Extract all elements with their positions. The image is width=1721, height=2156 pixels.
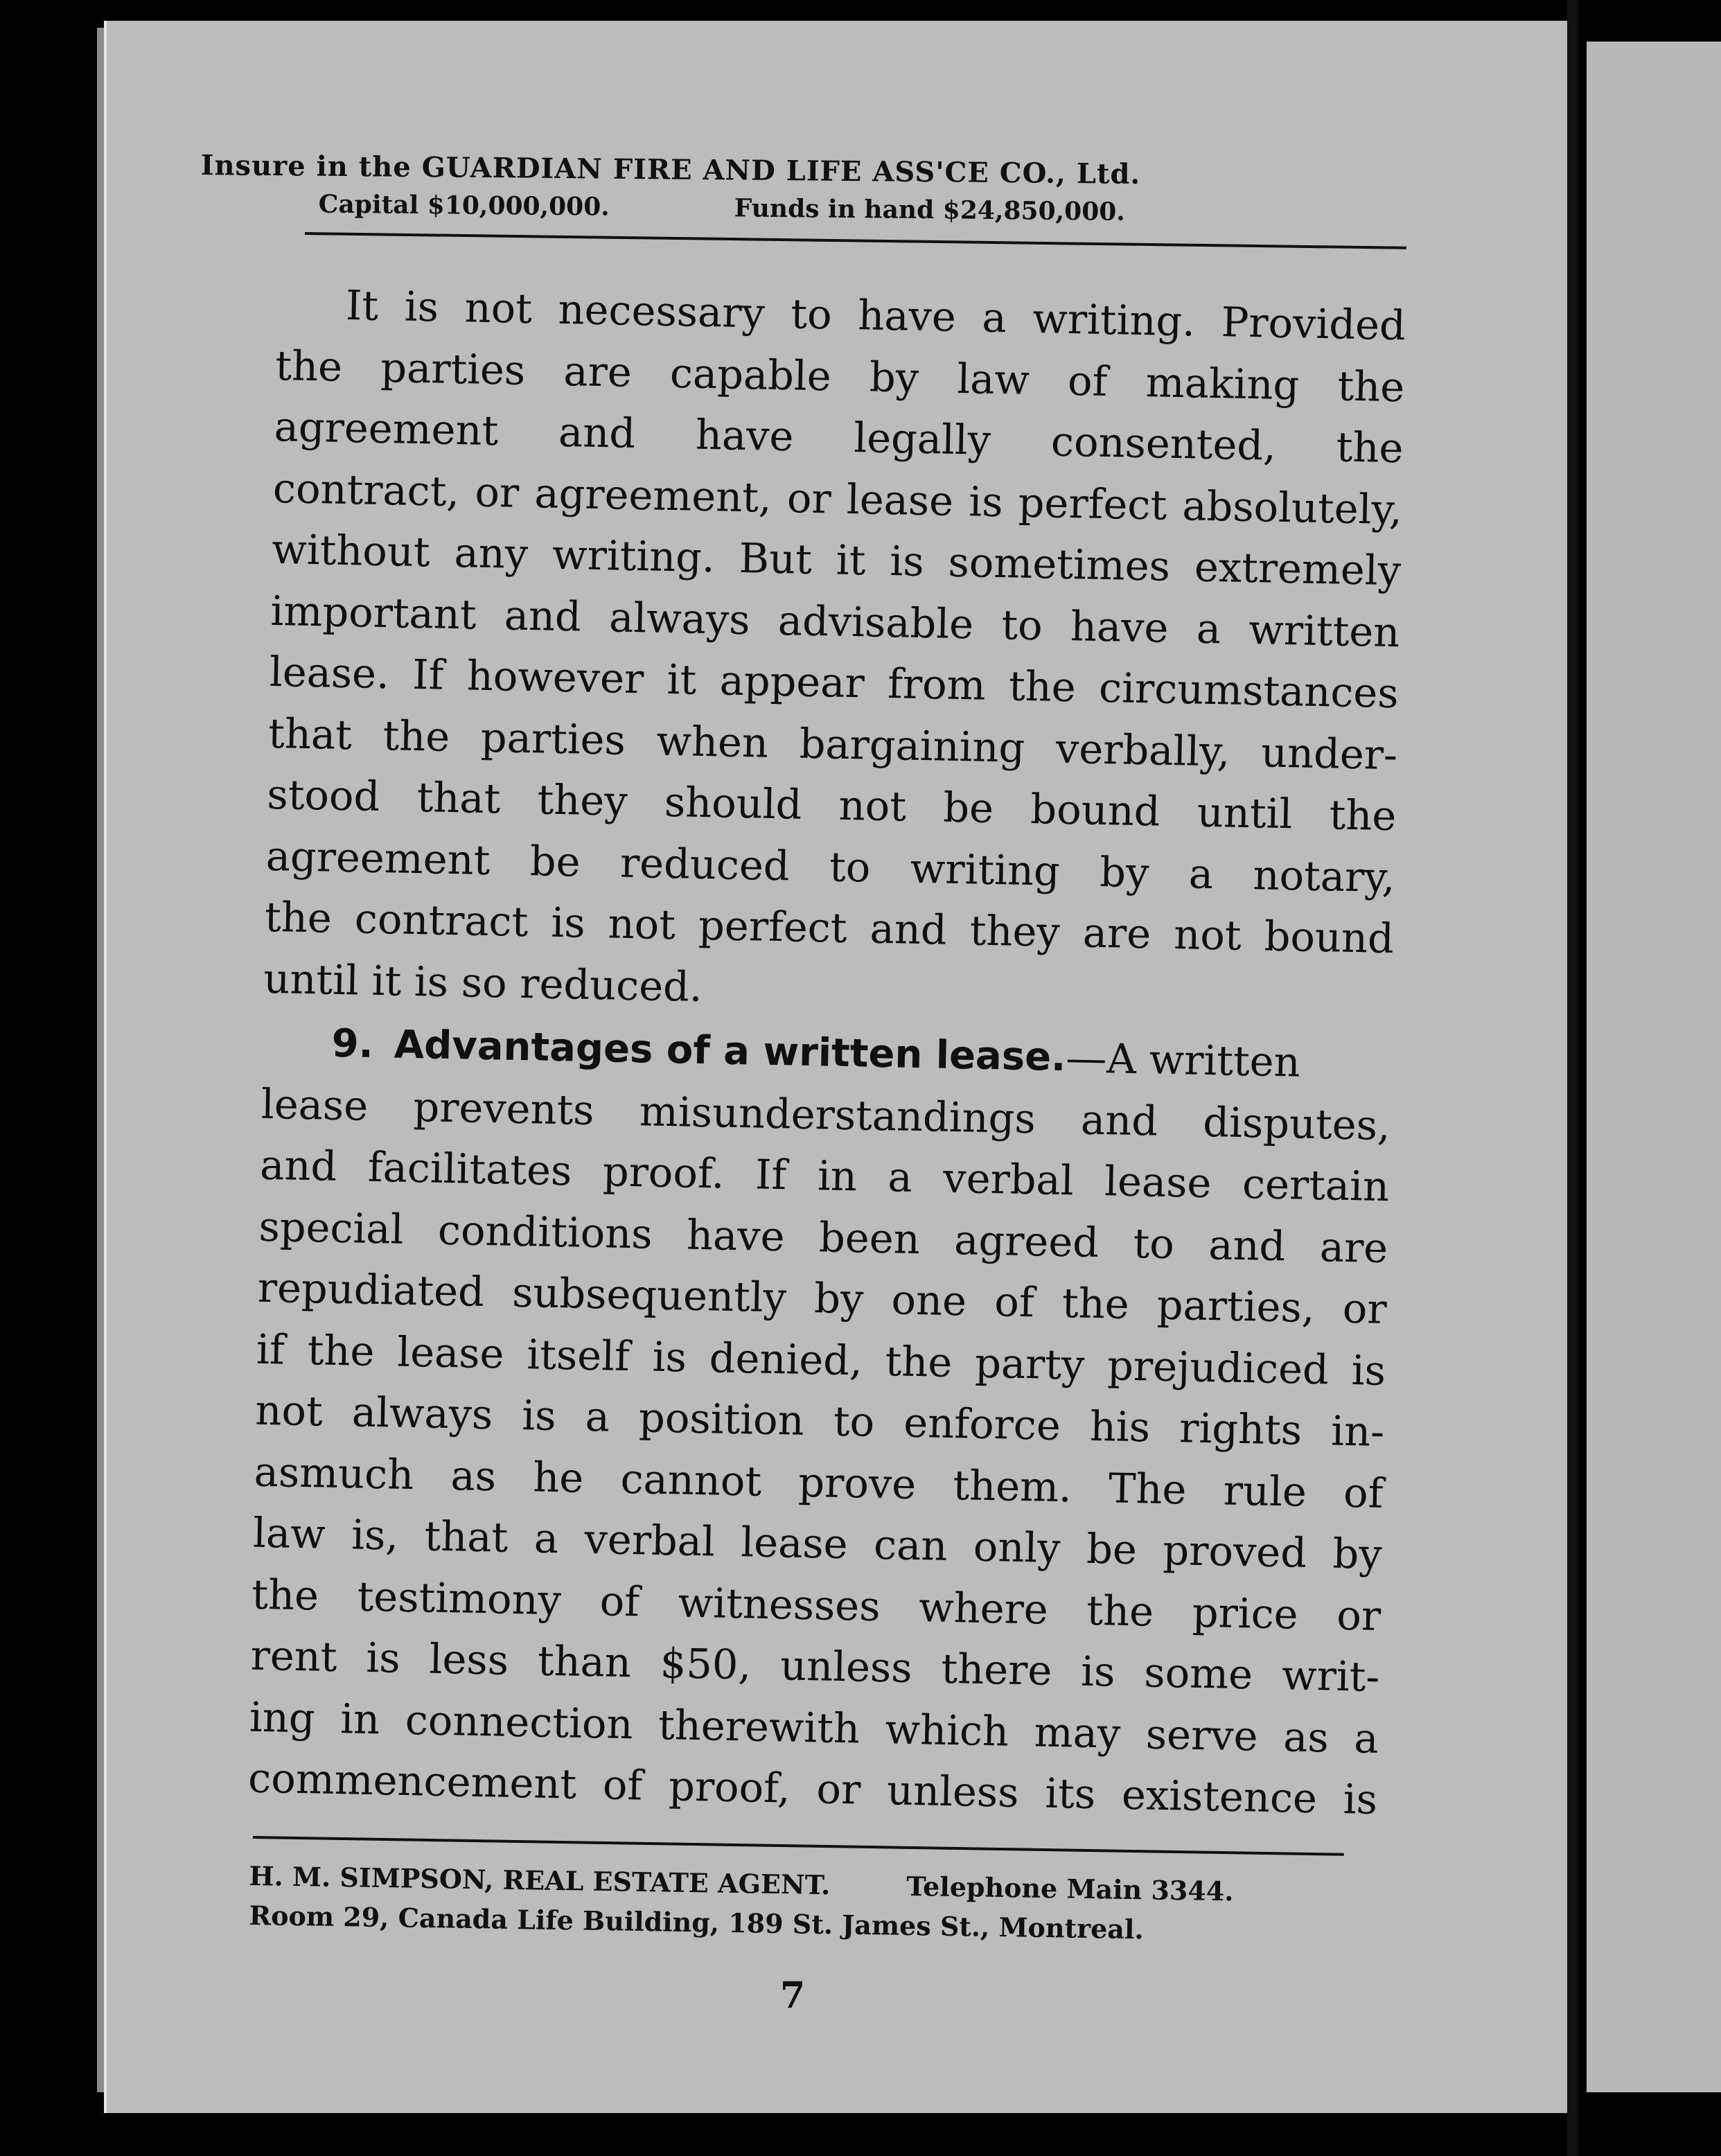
word: without [271,524,431,576]
word: witnesses [678,1578,881,1630]
word: proof. [602,1147,725,1198]
word: party [974,1338,1086,1389]
word: be [1086,1524,1138,1574]
word: is, [351,1510,399,1559]
word: have [857,291,957,341]
word: advisable [777,596,974,648]
word: law [252,1508,326,1558]
word: the [1086,1586,1154,1636]
word: absolutely, [1181,481,1403,533]
page-edge [97,28,104,2092]
word: lease [396,1327,505,1378]
word: parties [380,343,526,394]
word: lease [261,1079,369,1130]
word: of [602,1760,644,1810]
word: be [942,783,994,832]
word: written [1248,605,1401,656]
word: where [918,1582,1049,1634]
word: writing. [551,530,716,582]
word: is [652,1332,687,1381]
word: that [424,1512,509,1562]
word: not [1173,910,1242,960]
word: not [464,283,533,333]
footer-agent-line [249,1860,1358,1909]
word: is [1080,1647,1116,1696]
word: a [887,1153,913,1201]
word: special [258,1202,405,1253]
word: repudiated [257,1263,485,1316]
word: which [885,1704,1009,1756]
header-funds: Funds in hand $24,850,000. [734,193,1126,227]
word: is [521,1391,557,1440]
word: writing. [1032,294,1196,346]
word: agreed [953,1215,1100,1266]
word: is [404,282,439,331]
word: it [836,536,867,585]
word: of [1067,356,1109,405]
word: always [608,592,751,644]
word: to [790,290,833,339]
word: is [550,898,586,947]
word: reduced [619,838,791,890]
word: not [608,899,676,949]
word: may [1034,1707,1121,1758]
word: writ- [1281,1651,1380,1701]
word: conditions [437,1205,653,1258]
word: lease [846,475,954,525]
word: by [813,1274,865,1323]
section-number: 9. [331,1020,374,1067]
word: cannot [620,1454,762,1505]
word: is [1343,1774,1378,1823]
word: the [1329,790,1397,840]
word: only [973,1522,1061,1573]
word: and [870,904,948,954]
word: therewith [657,1700,860,1753]
word: there [940,1644,1052,1695]
page-header [200,149,1420,227]
word: is [968,477,1004,526]
word: are [1082,908,1151,958]
word: lease [740,1518,849,1569]
footer-agent: H. M. SIMPSON, REAL ESTATE AGENT. [249,1860,831,1901]
word: disputes, [1202,1097,1391,1149]
word: in [817,1151,858,1201]
word: a [1353,1713,1379,1762]
word: it [667,655,697,704]
word: circumstances [1098,663,1400,718]
word: a [585,1392,610,1441]
word: he [532,1452,584,1502]
word: to [829,842,872,892]
word: writing [910,844,1061,895]
word: should [664,777,803,829]
word: are [563,346,633,396]
word: verbally, [1055,724,1231,776]
word: and [1208,1220,1287,1270]
word: notary, [1252,850,1396,901]
word: until [1197,788,1293,838]
word: of [599,1576,640,1625]
page-footer [249,1860,1358,1945]
word: are [1319,1222,1388,1272]
word: extremely [1194,542,1402,595]
word: verbal [942,1154,1075,1205]
word: commencement [247,1753,577,1808]
word: the [251,1570,319,1619]
word: unless [886,1766,1020,1817]
header-capital: Capital $10,000,000. [318,189,610,222]
word: to [833,1397,875,1446]
word: the [264,892,333,942]
word: prove [797,1458,917,1508]
word: by [1332,1529,1383,1578]
word: a [533,1514,559,1563]
word: and [1080,1095,1158,1145]
word: and [259,1140,337,1190]
facing-page [1587,42,1721,2092]
text-line: until it is so reduced. [263,954,703,1011]
word: rule [1223,1466,1307,1516]
word: to [1132,1219,1175,1268]
word: If [754,1150,787,1199]
word: consented, [1050,417,1277,470]
word: be [529,836,581,886]
word: appear [719,656,865,707]
word: position [638,1393,805,1444]
word: But [739,533,813,583]
word: ing [249,1693,316,1742]
word: and [504,590,582,641]
word: connection [405,1695,634,1748]
word: legally [853,414,991,464]
word: one [891,1275,967,1325]
word: is [365,1633,401,1682]
word: of [1343,1468,1384,1517]
word: or [1342,1284,1388,1334]
word: proved [1162,1526,1307,1577]
word: the [1008,662,1077,712]
word: denied, [709,1333,863,1385]
word: facilitates [367,1142,572,1195]
word: subsequently [511,1268,787,1322]
word: have [695,410,795,461]
word: is [1351,1345,1386,1395]
word: rent [250,1631,338,1681]
word: existence [1121,1770,1318,1823]
page-body [247,274,1406,1830]
word: law [956,354,1030,404]
word: agreement, [533,468,773,522]
word: verbal [583,1514,716,1566]
word: price [1192,1588,1299,1638]
word: unless [779,1641,913,1692]
word: in- [1330,1406,1385,1456]
word: a [981,293,1007,342]
word: asmuch [254,1447,414,1499]
word: them. [952,1460,1073,1511]
word: some [1143,1648,1253,1699]
word: parties [480,713,626,764]
header-insurance-line: Insure in the GUARDIAN FIRE AND LIFE ASS'CE CO., Ltd. [200,149,1141,191]
word: the [382,711,450,761]
section-first-line-rest: —A written [1065,1034,1301,1086]
word: sometimes [947,538,1171,590]
word: necessary [557,285,766,337]
word: the [1061,1279,1130,1328]
word: a [1188,849,1214,898]
word: $50, [660,1638,752,1689]
word: always [351,1388,493,1439]
word: proof, [668,1762,791,1812]
word: bargaining [799,719,1025,772]
word: misunderstandings [639,1086,1036,1142]
word: bound [1030,785,1161,836]
footer-telephone: Telephone Main 3344. [906,1870,1234,1907]
section-title: Advantages of a written lease. [394,1022,1067,1081]
word: when [655,716,769,767]
word: however [466,651,644,703]
footer-address: Room 29, Canada Life Building, 189 St. James St., Montreal. [249,1900,1144,1945]
word: under- [1260,727,1398,779]
word: they [969,906,1061,956]
word: to [1000,600,1043,649]
word: the [885,1336,953,1386]
page-number: 7 [780,1974,806,2017]
word: its [1044,1769,1096,1819]
word: by [869,352,919,402]
word: that [267,709,353,759]
word: making [1145,357,1300,409]
word: agreement [274,402,499,455]
word: certain [1242,1159,1390,1211]
word: prejudiced [1106,1341,1330,1393]
word: or [815,1765,861,1814]
word: his [1089,1402,1151,1451]
word: the [307,1325,376,1375]
word: as [1282,1712,1330,1762]
word: by [1099,847,1150,896]
word: serve [1145,1709,1259,1760]
word: important [270,586,477,639]
word: It [345,281,379,330]
word: The [1108,1463,1188,1514]
word: perfect [698,901,848,952]
word: perfect [1018,478,1167,529]
word: testimony [357,1572,562,1624]
word: stood [266,770,381,820]
word: and [558,407,636,457]
word: prevents [412,1082,595,1134]
word: the [1336,423,1404,472]
word: or [474,468,520,517]
word: rights [1179,1404,1303,1454]
word: in [339,1694,380,1743]
word: not [838,781,907,831]
word: parties, [1156,1280,1316,1332]
word: they [537,775,628,825]
word: the [274,341,343,391]
word: itself [526,1329,630,1380]
word: lease [1104,1157,1212,1208]
word: Provided [1221,298,1406,350]
word: or [786,473,832,522]
word: is [889,537,925,585]
word: enforce [903,1398,1061,1450]
word: not [254,1386,324,1435]
word: than [537,1636,632,1687]
word: can [873,1520,948,1570]
word: have [1070,601,1170,652]
word: lease. [269,647,390,698]
word: any [453,528,529,578]
word: the [1336,361,1405,411]
word: been [818,1212,921,1263]
word: or [1336,1591,1382,1640]
word: contract [354,894,529,946]
word: a [1196,604,1221,653]
word: from [887,660,987,709]
word: if [256,1325,285,1373]
word: If [412,650,445,699]
word: bound [1264,912,1395,963]
word: capable [669,348,832,400]
book-spine [1567,0,1578,2156]
word: as [450,1451,497,1500]
word: have [686,1210,786,1260]
word: contract, [272,463,460,515]
word: that [416,773,501,823]
word: agreement [265,831,491,884]
word: of [994,1278,1035,1327]
word: less [429,1634,509,1684]
